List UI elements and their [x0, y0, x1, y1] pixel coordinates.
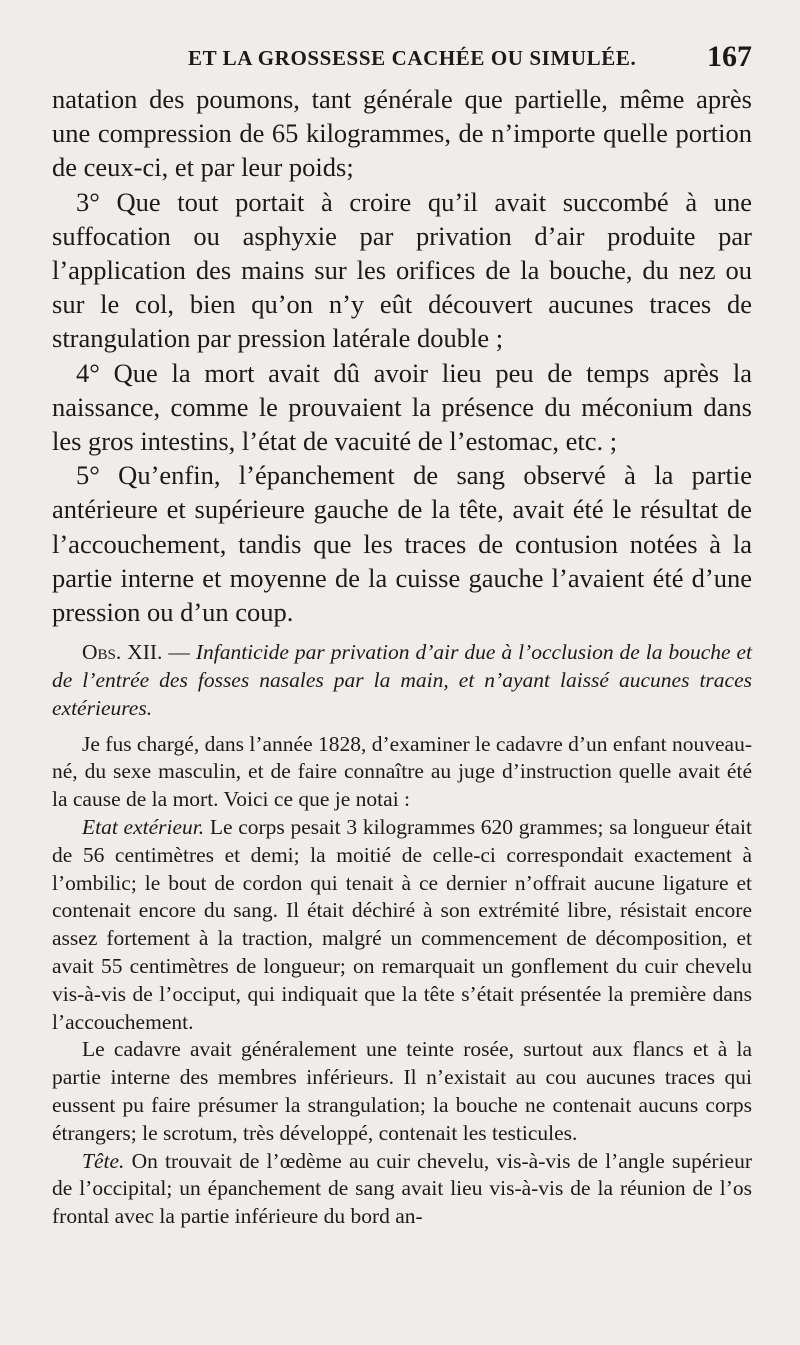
paragraph-external-state — [52, 814, 752, 1036]
external-state-text: Le corps pesait 3 kilogrammes 620 grammes; sa longueur était de 56 centimètres et demi; la moitié de celle-ci correspondait exactement à l’ombilic; le bout de cordon qui tenait à ce dernier n’offrait aucune ligature et contenait encore du sang. Il était déchiré à son extrémité libre, résistait encore assez fortement à la traction, malgré un commencement de décomposition, et avait 55 centimètres de longueur; on remarquait un gonflement du cuir chevelu vis-à-vis de l’occiput, qui indiquait que la tête s’était présentée la première dans l’accouchement. — [52, 815, 752, 1034]
head-lead: Tête. — [82, 1148, 125, 1173]
observation-section — [52, 639, 752, 1231]
running-header — [52, 40, 752, 80]
paragraph-head — [52, 1148, 752, 1231]
page-number: 167 — [707, 40, 752, 73]
paragraph-cadaver-tint: Le cadavre avait généralement une teinte rosée, surtout aux flancs et à la partie interne des membres inférieurs. Il n’existait au cou aucunes traces qui eussent pu faire présumer la strangulation; la bouche ne contenait aucuns corps étrangers; le scrotum, très développé, contenait les testicules. — [52, 1037, 752, 1145]
external-state-lead: Etat extérieur. — [82, 815, 205, 840]
observation-title: Infanticide par privation d’air due à l’occlusion de la bouche et de l’entrée des fosses nasales par la main, et n’ayant laissé aucunes traces extérieures. — [52, 640, 753, 720]
observation-heading — [52, 639, 752, 722]
page-body — [52, 82, 752, 1231]
observation-dash: — — [162, 640, 196, 665]
paragraph-conclusion-5: 5° Qu’enfin, l’épanchement de sang observé à la partie antérieure et supérieure gauche de la tête, avait été le résultat de l’accouchement, tandis que les traces de contusion notées à la partie interne et moyenne de la cuisse gauche l’avaient été d’une pression ou d’un coup. — [52, 460, 752, 628]
conclusions-section — [52, 82, 752, 629]
running-title: ET LA GROSSESSE CACHÉE OU SIMULÉE. — [188, 46, 637, 70]
paragraph-continuation: natation des poumons, tant générale que partielle, même après une compression de 65 kilogrammes, de n’importe quelle portion de ceux-ci, et par leur poids; — [52, 84, 752, 183]
paragraph-case-intro: Je fus chargé, dans l’année 1828, d’examiner le cadavre d’un enfant nouveau-né, du sexe masculin, et de faire connaître au juge d’instruction quelle avait été la cause de la mort. Voici ce que je notai : — [52, 731, 752, 812]
paragraph-conclusion-4: 4° Que la mort avait dû avoir lieu peu de temps après la naissance, comme le prouvaient la présence du méconium dans les gros intestins, l’état de vacuité de l’estomac, etc. ; — [52, 357, 752, 457]
paragraph-conclusion-3: 3° Que tout portait à croire qu’il avait succombé à une suffocation ou asphyxie par privation d’air produite par l’application des mains sur les orifices de la bouche, du nez ou sur le col, bien qu’on n’y eût découvert aucunes traces de strangulation par pression latérale double ; — [52, 186, 752, 354]
observation-label: Obs. XII. — [82, 640, 163, 665]
head-text: On trouvait de l’œdème au cuir chevelu, vis-à-vis de l’angle supérieur de l’occipital; un épanchement de sang avait lieu vis-à-vis de la réunion de l’os frontal avec la partie inférieure du bord an- — [52, 1148, 752, 1229]
